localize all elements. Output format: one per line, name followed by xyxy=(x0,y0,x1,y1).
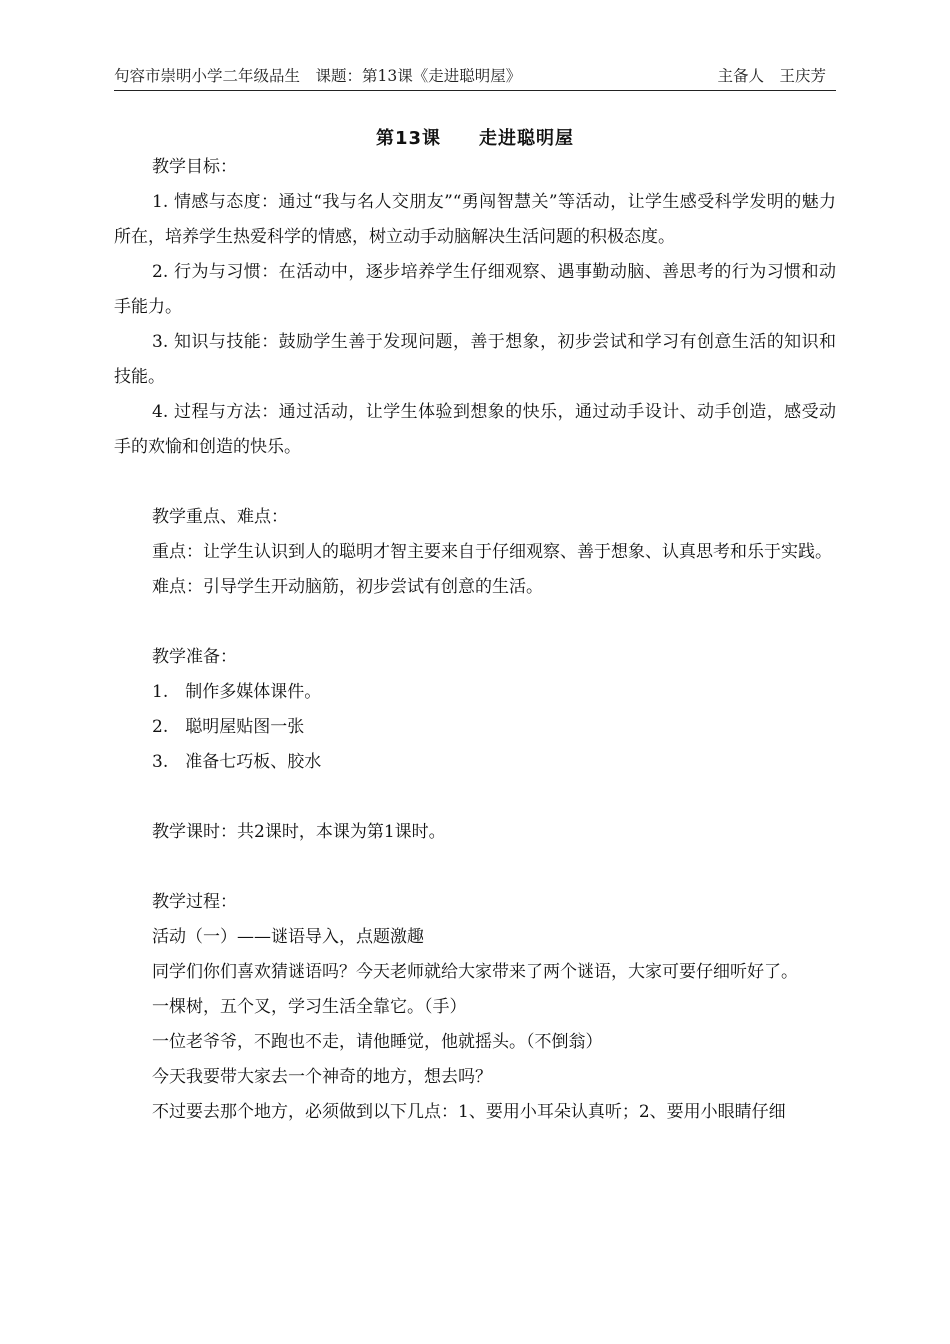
goal-item-3: 3. 知识与技能：鼓励学生善于发现问题，善于想象，初步尝试和学习有创意生活的知识和技能。 xyxy=(114,332,836,387)
spacer xyxy=(114,605,836,640)
process-line-4: 今天我要带大家去一个神奇的地方，想去吗？ xyxy=(152,1067,492,1087)
preparation-heading: 教学准备： xyxy=(152,647,237,667)
preparation-item-2: 2. 聪明屋贴图一张 xyxy=(152,717,305,737)
goal-item-4: 4. 过程与方法：通过活动，让学生体验到想象的快乐，通过动手设计、动手创造，感受动手的欢愉和创造的快乐。 xyxy=(114,402,836,457)
spacer xyxy=(114,780,836,815)
spacer xyxy=(114,850,836,885)
spacer xyxy=(114,465,836,500)
lesson-title: 第13课 走进聪明屋 xyxy=(375,128,575,149)
header-author: 主备人 王庆芳 xyxy=(717,67,826,85)
lesson-hours: 教学课时：共2课时，本课为第1课时。 xyxy=(152,822,446,842)
document-body xyxy=(114,150,836,1130)
page-header xyxy=(114,64,836,91)
process-line-5: 不过要去那个地方，必须做到以下几点：1、要用小耳朵认真听；2、要用小眼睛仔细 xyxy=(152,1102,786,1122)
goal-item-2: 2. 行为与习惯：在活动中，逐步培养学生仔细观察、遇事勤动脑、善思考的行为习惯和动手能力。 xyxy=(114,262,836,317)
process-line-1: 同学们你们喜欢猜谜语吗？今天老师就给大家带来了两个谜语，大家可要仔细听好了。 xyxy=(152,962,798,982)
process-line-3: 一位老爷爷，不跑也不走，请他睡觉，他就摇头。（不倒翁） xyxy=(152,1032,603,1052)
process-line-2: 一棵树，五个叉，学习生活全靠它。（手） xyxy=(152,997,467,1017)
key-points-heading: 教学重点、难点： xyxy=(152,507,288,527)
goal-item-1: 1. 情感与态度：通过“我与名人交朋友”“勇闯智慧关”等活动，让学生感受科学发明的魅力所在，培养学生热爱科学的情感，树立动手动脑解决生活问题的积极态度。 xyxy=(114,192,836,247)
preparation-item-3: 3. 准备七巧板、胶水 xyxy=(152,752,322,772)
process-heading: 教学过程： xyxy=(152,892,237,912)
preparation-item-1: 1. 制作多媒体课件。 xyxy=(152,682,322,702)
activity-1-title: 活动（一）——谜语导入，点题激趣 xyxy=(152,927,424,947)
goals-heading: 教学目标： xyxy=(152,157,237,177)
header-course-info: 句容市崇明小学二年级品生 课题：第13课《走进聪明屋》 xyxy=(114,67,522,85)
key-point: 重点：让学生认识到人的聪明才智主要来自于仔细观察、善于想象、认真思考和乐于实践。 xyxy=(152,542,832,562)
difficult-point: 难点：引导学生开动脑筋，初步尝试有创意的生活。 xyxy=(152,577,543,597)
